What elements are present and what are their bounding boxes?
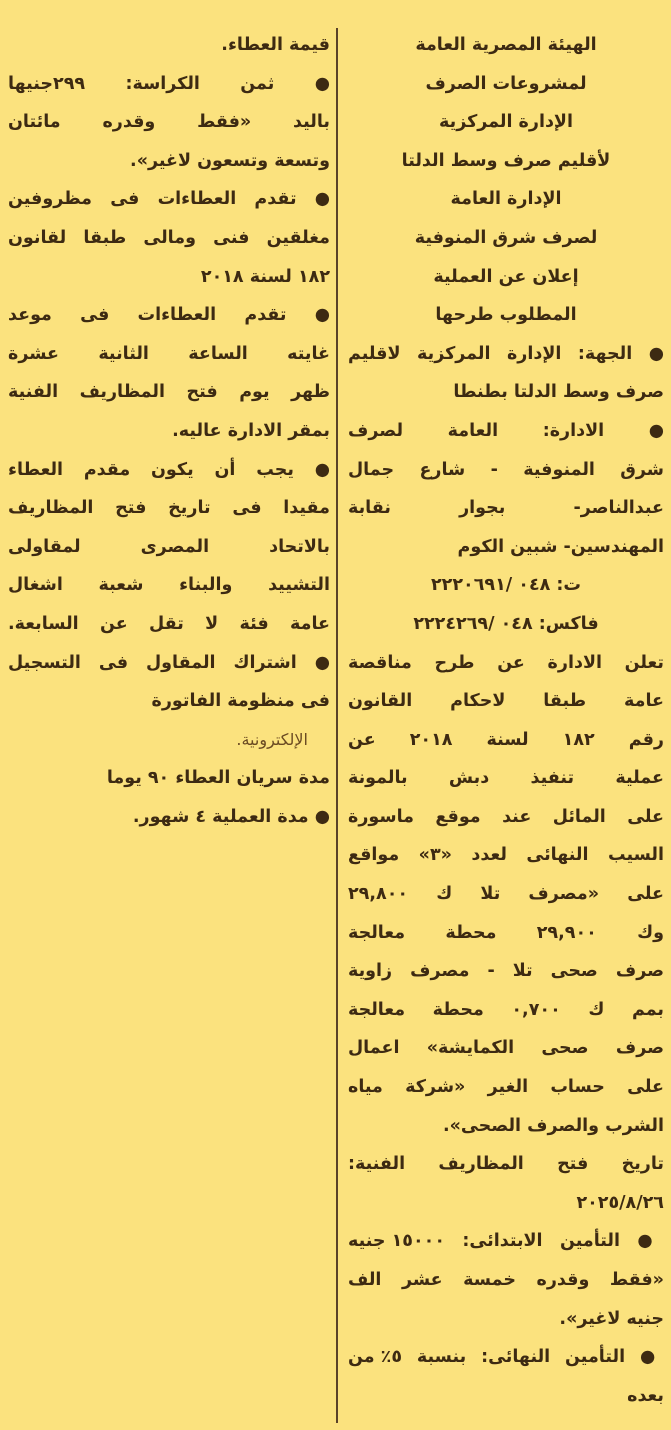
- right-column-line: المهندسين- شبين الكوم: [457, 536, 664, 557]
- left-column-line: ظهر يوم فتح المظاريف الفنية: [8, 382, 330, 403]
- envelope-opening-date: ٢٠٢٥/٨/٢٦: [576, 1192, 664, 1213]
- left-column-line: باليد «فقط وقدره مائتان: [8, 112, 330, 133]
- right-column-line: تاريخ فتح المظاريف الفنية:: [348, 1154, 664, 1175]
- right-column-line: على المائل عند موقع ماسورة: [348, 806, 664, 827]
- left-column-line: ● مدة العملية ٤ شهور.: [132, 806, 330, 827]
- right-column-line: صرف صحى الكمايشة» اعمال: [348, 1038, 664, 1059]
- right-column-line: جنيه لاغير».: [559, 1308, 664, 1329]
- left-column-line: التشييد والبناء شعبة اشغال: [8, 575, 330, 596]
- left-column-line: الإلكترونية.: [236, 729, 308, 749]
- left-column-line: عامة فئة لا تقل عن السابعة.: [8, 613, 330, 634]
- left-column-line: قيمة العطاء.: [221, 35, 330, 55]
- right-column-line: وك ٢٩,٩٠٠ محطة معالجة: [348, 922, 665, 943]
- right-column-line: [348, 605, 664, 644]
- fax-label: فاكس:: [538, 613, 599, 634]
- left-column-line: مقيدا فى تاريخ فتح المظاريف: [8, 498, 330, 519]
- right-column-line: بمم ك ٠,٧٠٠ محطة معالجة: [348, 999, 664, 1020]
- right-column-line: الشرب والصرف الصحى».: [442, 1115, 664, 1136]
- left-column-line: ● تقدم العطاءات فى موعد: [8, 305, 330, 326]
- right-column-line: لمشروعات الصرف: [425, 73, 587, 94]
- right-column-line: لصرف شرق المنوفية: [414, 227, 598, 248]
- right-column-line: على حساب الغير «شركة مياه: [348, 1077, 664, 1098]
- right-column-line: بعده: [627, 1385, 664, 1406]
- right-column-line: ● التأمين النهائى: بنسبة ٥٪ من: [348, 1347, 664, 1368]
- left-column-line: وتسعة وتسعون لاغير».: [130, 150, 330, 171]
- right-column-line: الهيئة المصرية العامة: [415, 35, 597, 55]
- left-column-line: ● ثمن الكراسة: ٢٩٩جنيها: [8, 73, 330, 94]
- right-column-line: ● الجهة: الإدارة المركزية لاقليم: [348, 343, 664, 364]
- right-column-line: الإدارة المركزية: [439, 112, 573, 133]
- right-column-line: رقم ١٨٢ لسنة ٢٠١٨ عن: [348, 729, 664, 750]
- right-column-line: إعلان عن العملية: [433, 266, 579, 287]
- phone-label: ت:: [556, 575, 581, 596]
- left-column-line: مدة سريان العطاء ٩٠ يوما: [106, 768, 330, 789]
- column-divider: [336, 28, 338, 1423]
- right-column-line: ● التأمين الابتدائى: ١٥٠٠٠ جنيه: [348, 1231, 664, 1252]
- left-column-line: ● اشتراك المقاول فى التسجيل: [8, 652, 330, 673]
- left-column-line: بالاتحاد المصرى لمقاولى: [8, 536, 330, 557]
- left-column-line: مغلقين فنى ومالى طبقا لقانون: [8, 227, 330, 248]
- right-column-line: السيب النهائى لعدد «٣» مواقع: [348, 845, 664, 866]
- phone-number: ٠٤٨ /٢٢٢٠٦٩١: [431, 575, 551, 596]
- right-column-line: تعلن الادارة عن طرح مناقصة: [348, 652, 664, 673]
- right-column-line: المطلوب طرحها: [435, 305, 577, 326]
- right-column-line: لأقليم صرف وسط الدلتا: [401, 150, 611, 171]
- left-column-line: فى منظومة الفاتورة: [151, 691, 330, 712]
- right-column: [348, 26, 664, 1415]
- right-column-line: شرق المنوفية - شارع جمال: [348, 459, 664, 480]
- left-column: [8, 26, 330, 836]
- left-column-line: ١٨٢ لسنة ٢٠١٨: [200, 266, 330, 287]
- right-column-line: صرف وسط الدلتا بطنطا: [453, 382, 664, 403]
- right-column-line: [348, 566, 664, 605]
- fax-number: ٠٤٨ /٢٢٢٤٢٦٩: [413, 613, 533, 634]
- right-column-line: صرف صحى تلا - مصرف زاوية: [348, 961, 664, 982]
- right-column-line: على «مصرف تلا ك ٢٩,٨٠٠: [348, 884, 664, 905]
- left-column-line: ● يجب أن يكون مقدم العطاء: [8, 459, 330, 480]
- right-column-line: عملية تنفيذ دبش بالمونة: [348, 768, 664, 789]
- right-column-line: الإدارة العامة: [450, 189, 562, 210]
- right-column-line: عبدالناصر- بجوار نقابة: [348, 498, 664, 519]
- right-column-line: [348, 1184, 664, 1223]
- left-column-line: بمقر الادارة عاليه.: [172, 420, 330, 441]
- right-column-line: «فقط وقدره خمسة عشر الف: [348, 1270, 664, 1290]
- right-column-line: عامة طبقا لاحكام القانون: [348, 691, 664, 712]
- right-column-line: ● الادارة: العامة لصرف: [348, 420, 664, 441]
- left-column-line: غايته الساعة الثانية عشرة: [8, 343, 330, 364]
- left-column-line: ● تقدم العطاءات فى مظروفين: [8, 189, 330, 210]
